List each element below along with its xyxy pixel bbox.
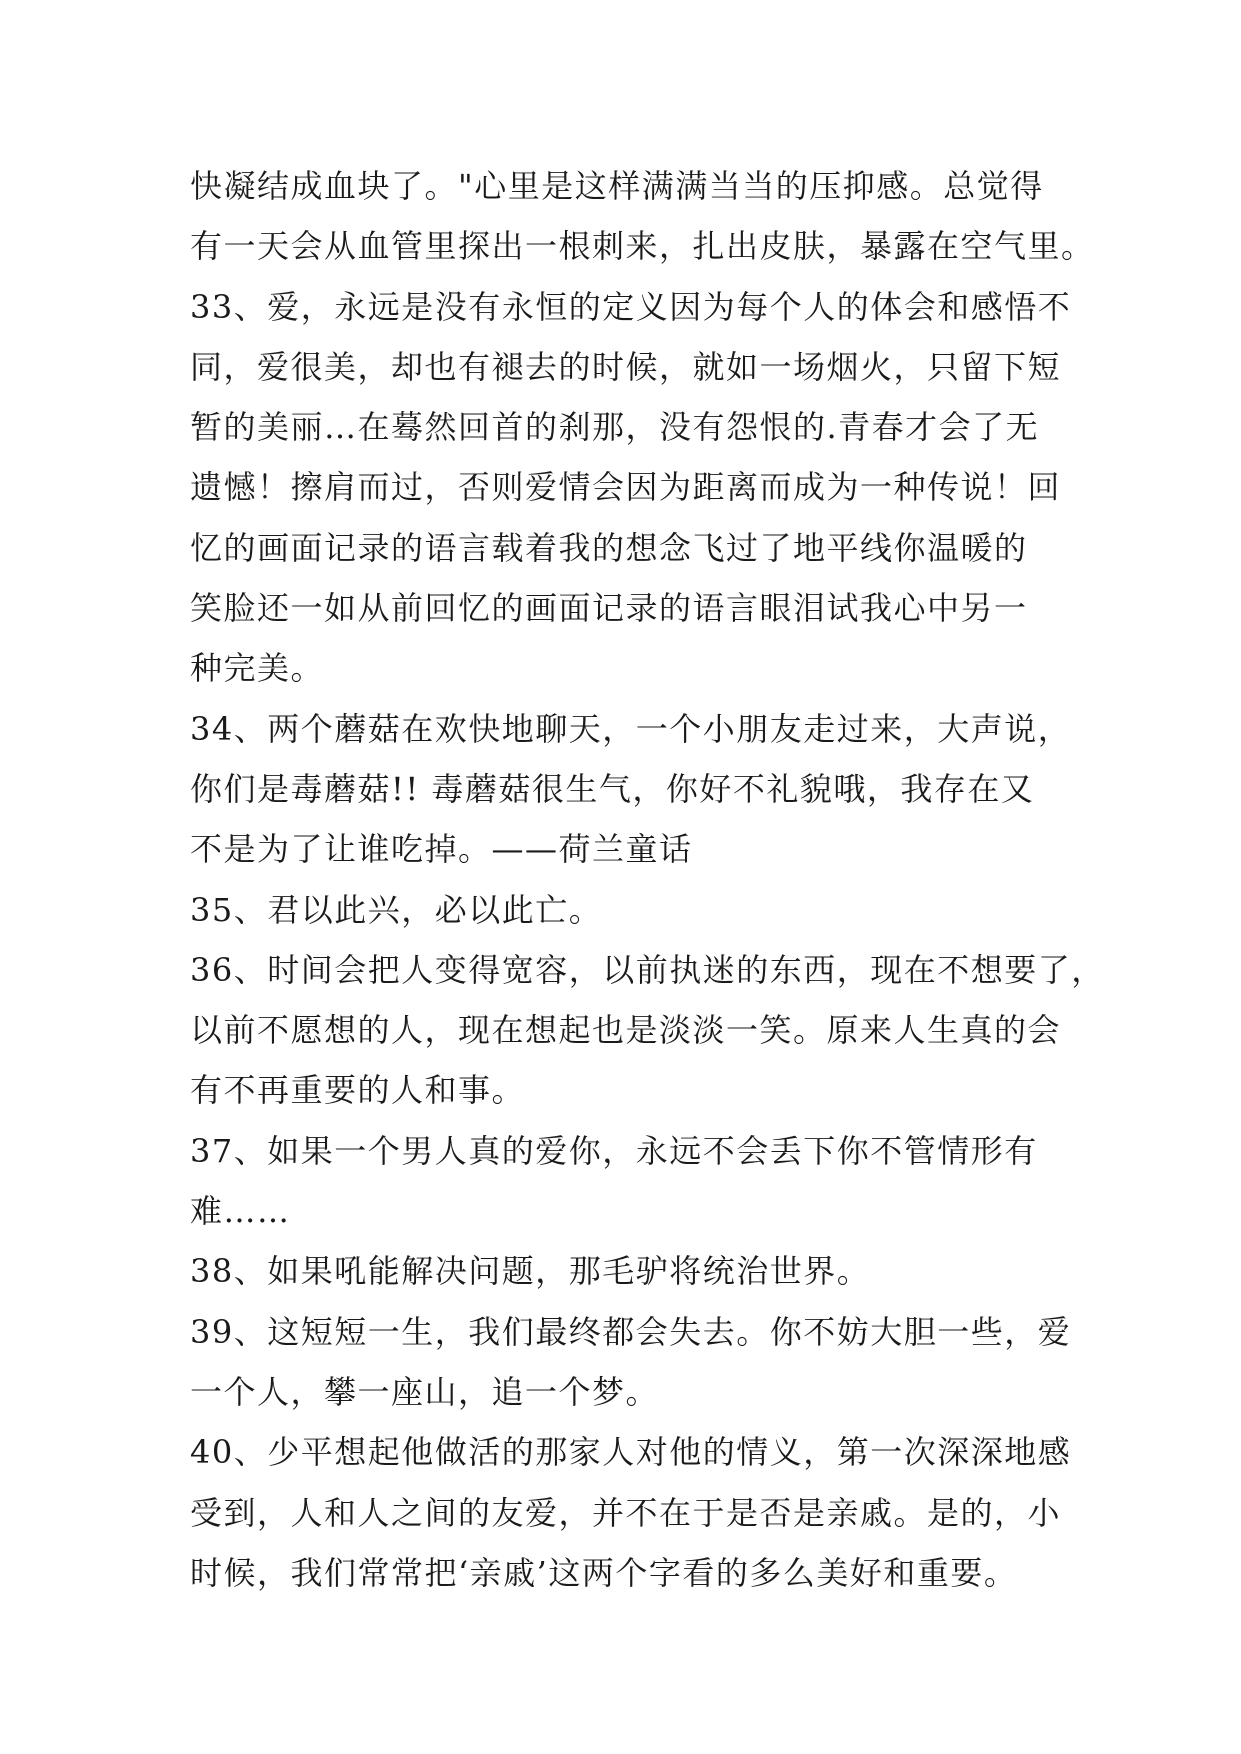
text-line: 38、如果吼能解决问题，那毛驴将统治世界。 [190,1252,871,1291]
text-line: 39、这短短一生，我们最终都会失去。你不妨大胆一些，爱 [190,1312,1072,1351]
text-line: 你们是毒蘑菇!! 毒蘑菇很生气，你好不礼貌哦，我存在又 [190,769,1035,808]
text-line: 受到，人和人之间的友爱，并不在于是否是亲戚。是的，小 [190,1493,1062,1532]
text-line: 遗憾！擦肩而过，否则爱情会因为距离而成为一种传说！回 [190,468,1062,507]
text-line: 一个人，攀一座山，追一个梦。 [190,1372,660,1411]
text-line: 难…… [190,1192,291,1231]
text-line: 同，爱很美，却也有褪去的时候，就如一场烟火，只留下短 [190,347,1062,386]
text-line: 36、时间会把人变得宽容，以前执迷的东西，现在不想要了， [190,950,1105,989]
text-line: 有一天会从血管里探出一根刺来，扎出皮肤，暴露在空气里。 [190,227,1095,266]
text-line: 有不再重要的人和事。 [190,1071,526,1110]
text-line: 以前不愿想的人，现在想起也是淡淡一笑。原来人生真的会 [190,1011,1062,1050]
text-line: 忆的画面记录的语言载着我的想念飞过了地平线你温暖的 [190,528,1028,567]
text-line: 37、如果一个男人真的爱你，永远不会丢下你不管情形有 [190,1131,1038,1170]
text-line: 40、少平想起他做活的那家人对他的情义，第一次深深地感 [190,1433,1072,1472]
document-body [190,156,1105,1603]
text-line: 暂的美丽…在蓦然回首的刹那，没有怨恨的.青春才会了无 [190,408,1040,447]
text-line: 笑脸还一如从前回忆的画面记录的语言眼泪试我心中另一 [190,589,1028,628]
text-line: 33、爱，永远是没有永恒的定义因为每个人的体会和感悟不 [190,287,1072,326]
text-line: 34、两个蘑菇在欢快地聊天，一个小朋友走过来，大声说， [190,709,1072,748]
text-line: 快凝结成血块了。"心里是这样满满当当的压抑感。总觉得 [190,167,1044,205]
text-line: 种完美。 [190,649,325,688]
text-line: 不是为了让谁吃掉。——荷兰童话 [190,830,693,869]
text-line: 35、君以此兴，必以此亡。 [190,890,603,929]
text-line: 时候，我们常常把‘亲戚’这两个字看的多么美好和重要。 [190,1553,1018,1592]
